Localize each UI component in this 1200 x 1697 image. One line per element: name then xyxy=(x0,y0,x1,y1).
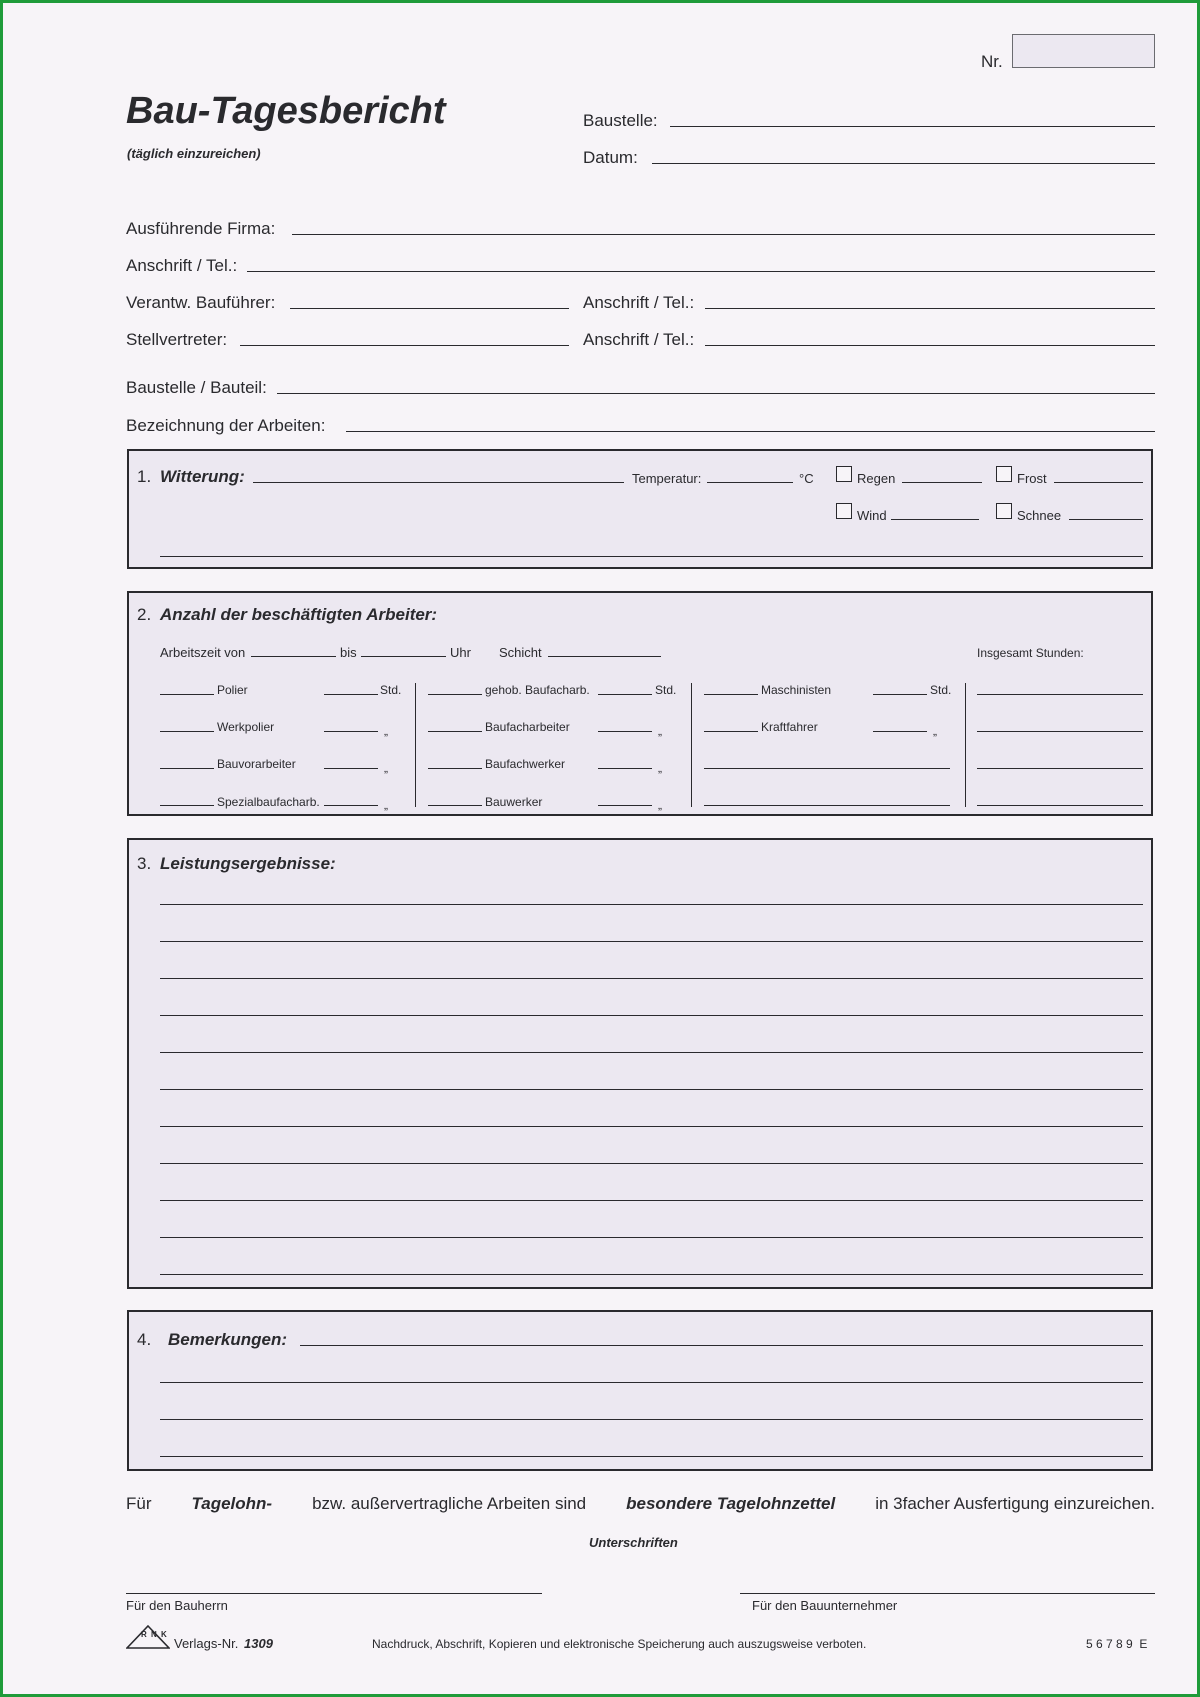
arbeitszeit-bis-field[interactable] xyxy=(361,656,446,657)
bauherr-label: Für den Bauherrn xyxy=(126,1598,228,1613)
firma-label: Ausführende Firma: xyxy=(126,219,276,238)
logo-letters: R N K xyxy=(141,1630,168,1639)
section3-title: Leistungsergebnisse: xyxy=(160,854,336,873)
worker-label: Maschinisten xyxy=(761,683,832,697)
extra-worker-field[interactable] xyxy=(704,768,950,769)
baufacharbeiter-count[interactable] xyxy=(428,731,482,732)
leistung-line[interactable] xyxy=(160,904,1143,905)
frost-label: Frost xyxy=(1017,471,1047,486)
baufuehrer-label: Verantw. Bauführer: xyxy=(126,293,276,312)
leistung-line[interactable] xyxy=(160,1126,1143,1127)
kraftfahrer-hours[interactable] xyxy=(873,731,927,732)
leistung-line[interactable] xyxy=(160,1052,1143,1053)
datum-field[interactable] xyxy=(652,163,1155,164)
schnee-label: Schnee xyxy=(1017,508,1062,523)
stellvertreter-label: Stellvertreter: xyxy=(126,330,228,349)
worker-label: Baufacharbeiter xyxy=(485,720,570,734)
ditto-mark: „ xyxy=(933,724,937,738)
note-text: in 3facher Ausfertigung einzureichen. xyxy=(875,1494,1155,1513)
firma-field[interactable] xyxy=(292,234,1155,235)
frost-checkbox[interactable] xyxy=(996,466,1012,482)
total-hours-field[interactable] xyxy=(977,731,1143,732)
werkpolier-hours[interactable] xyxy=(324,731,378,732)
ditto-mark: „ xyxy=(384,724,388,738)
leistung-line[interactable] xyxy=(160,1089,1143,1090)
regen-field[interactable] xyxy=(902,482,982,483)
ditto-mark: „ xyxy=(658,761,662,775)
temperatur-label: Temperatur: xyxy=(632,471,702,486)
worker-label: Werkpolier xyxy=(217,720,275,734)
schnee-checkbox[interactable] xyxy=(996,503,1012,519)
stellvertreter-field[interactable] xyxy=(240,345,569,346)
regen-checkbox[interactable] xyxy=(836,466,852,482)
note-text: Für xyxy=(126,1494,152,1513)
gehob-baufacharb-hours[interactable] xyxy=(598,694,652,695)
schicht-field[interactable] xyxy=(548,656,661,657)
signatures-heading: Unterschriften xyxy=(589,1535,678,1550)
bauwerker-hours[interactable] xyxy=(598,805,652,806)
leistung-line[interactable] xyxy=(160,978,1143,979)
extra-worker-field[interactable] xyxy=(704,805,950,806)
bezeichnung-field[interactable] xyxy=(346,431,1155,432)
baustelle-field[interactable] xyxy=(670,126,1155,127)
spezialbaufacharb-hours[interactable] xyxy=(324,805,378,806)
anschrift-label: Anschrift / Tel.: xyxy=(126,256,238,275)
polier-count[interactable] xyxy=(160,694,214,695)
wind-checkbox[interactable] xyxy=(836,503,852,519)
temperatur-field[interactable] xyxy=(707,482,793,483)
bis-label: bis xyxy=(340,645,357,660)
bemerkung-line[interactable] xyxy=(160,1419,1143,1420)
note-emphasis: besondere Tagelohnzettel xyxy=(626,1494,836,1513)
arbeitszeit-von-field[interactable] xyxy=(251,656,336,657)
polier-hours[interactable] xyxy=(324,694,378,695)
gehob-baufacharb-count[interactable] xyxy=(428,694,482,695)
bauunternehmer-signature-line[interactable] xyxy=(740,1593,1155,1594)
bezeichnung-label: Bezeichnung der Arbeiten: xyxy=(126,416,326,435)
maschinisten-count[interactable] xyxy=(704,694,758,695)
note-emphasis: Tagelohn- xyxy=(191,1494,273,1513)
witterung-field[interactable] xyxy=(253,482,624,483)
regen-label: Regen xyxy=(857,471,896,486)
column-divider xyxy=(965,683,966,807)
leistung-line[interactable] xyxy=(160,941,1143,942)
nr-label: Nr. xyxy=(981,52,1003,71)
baufachwerker-count[interactable] xyxy=(428,768,482,769)
anschrift-2-field[interactable] xyxy=(705,308,1155,309)
baufachwerker-hours[interactable] xyxy=(598,768,652,769)
ditto-mark: „ xyxy=(658,798,662,812)
bauherr-signature-line[interactable] xyxy=(126,1593,542,1594)
bauvorarbeiter-count[interactable] xyxy=(160,768,214,769)
wind-field[interactable] xyxy=(891,519,979,520)
anschrift-3-label: Anschrift / Tel.: xyxy=(583,330,695,349)
maschinisten-hours[interactable] xyxy=(873,694,927,695)
worker-label: gehob. Baufacharb. xyxy=(485,683,590,697)
leistung-line[interactable] xyxy=(160,1274,1143,1275)
werkpolier-count[interactable] xyxy=(160,731,214,732)
spezialbaufacharb-count[interactable] xyxy=(160,805,214,806)
baustelle-label: Baustelle: xyxy=(583,111,658,130)
section4-number: 4. xyxy=(137,1330,152,1349)
anschrift-2-label: Anschrift / Tel.: xyxy=(583,293,695,312)
section4-title: Bemerkungen: xyxy=(168,1330,288,1349)
schnee-field[interactable] xyxy=(1069,519,1143,520)
worker-label: Kraftfahrer xyxy=(761,720,818,734)
bemerkung-line[interactable] xyxy=(300,1345,1143,1346)
std-label: Std. xyxy=(655,683,677,697)
baustelle-bauteil-field[interactable] xyxy=(277,393,1155,394)
witterung-notes-line[interactable] xyxy=(160,556,1143,557)
total-hours-field[interactable] xyxy=(977,694,1143,695)
leistung-line[interactable] xyxy=(160,1015,1143,1016)
wind-label: Wind xyxy=(857,508,887,523)
bauunternehmer-label: Für den Bauunternehmer xyxy=(752,1598,898,1613)
ditto-mark: „ xyxy=(384,761,388,775)
frost-field[interactable] xyxy=(1054,482,1143,483)
leistung-line[interactable] xyxy=(160,1237,1143,1238)
copyright-notice: Nachdruck, Abschrift, Kopieren und elektronische Speicherung auch auszugsweise verboten. xyxy=(372,1637,867,1651)
worker-label: Spezialbaufacharb. xyxy=(217,795,320,809)
bemerkung-line[interactable] xyxy=(160,1456,1143,1457)
uhr-label: Uhr xyxy=(450,645,471,660)
section2-title: Anzahl der beschäftigten Arbeiter: xyxy=(160,605,438,624)
baufacharbeiter-hours[interactable] xyxy=(598,731,652,732)
std-label: Std. xyxy=(930,683,952,697)
worker-label: Baufachwerker xyxy=(485,757,566,771)
section1-number: 1. xyxy=(137,467,152,486)
insgesamt-label: Insgesamt Stunden: xyxy=(977,646,1084,660)
celsius-unit: °C xyxy=(799,471,814,486)
ditto-mark: „ xyxy=(384,798,388,812)
page-subtitle: (täglich einzureichen) xyxy=(127,146,261,161)
nr-input[interactable] xyxy=(1012,34,1155,68)
bemerkung-line[interactable] xyxy=(160,1382,1143,1383)
schicht-label: Schicht xyxy=(499,645,542,660)
section3-number: 3. xyxy=(137,854,152,873)
verlag-label: Verlags-Nr. xyxy=(174,1636,239,1651)
column-divider xyxy=(415,683,416,807)
bauvorarbeiter-hours[interactable] xyxy=(324,768,378,769)
tagelohn-note xyxy=(126,1494,1155,1514)
form-code: 5 6 7 8 9 E xyxy=(1086,1637,1148,1651)
section1-title: Witterung: xyxy=(160,467,245,486)
datum-label: Datum: xyxy=(583,148,638,167)
total-hours-field[interactable] xyxy=(977,805,1143,806)
anschrift-3-field[interactable] xyxy=(705,345,1155,346)
worker-label: Bauwerker xyxy=(485,795,543,809)
bauwerker-count[interactable] xyxy=(428,805,482,806)
total-hours-field[interactable] xyxy=(977,768,1143,769)
page-title: Bau-Tagesbericht xyxy=(126,90,446,132)
kraftfahrer-count[interactable] xyxy=(704,731,758,732)
arbeitszeit-label: Arbeitszeit von xyxy=(160,645,246,660)
leistung-line[interactable] xyxy=(160,1163,1143,1164)
ditto-mark: „ xyxy=(658,724,662,738)
verlag-number: 1309 xyxy=(244,1636,273,1651)
note-text: bzw. außervertragliche Arbeiten sind xyxy=(312,1494,587,1513)
section-leistungsergebnisse xyxy=(127,838,1153,1289)
anschrift-field[interactable] xyxy=(247,271,1155,272)
std-label: Std. xyxy=(380,683,402,697)
baustelle-bauteil-label: Baustelle / Bauteil: xyxy=(126,378,267,397)
worker-label: Bauvorarbeiter xyxy=(217,757,296,771)
section2-number: 2. xyxy=(137,605,152,624)
worker-label: Polier xyxy=(217,683,248,697)
baufuehrer-field[interactable] xyxy=(290,308,569,309)
column-divider xyxy=(691,683,692,807)
leistung-line[interactable] xyxy=(160,1200,1143,1201)
